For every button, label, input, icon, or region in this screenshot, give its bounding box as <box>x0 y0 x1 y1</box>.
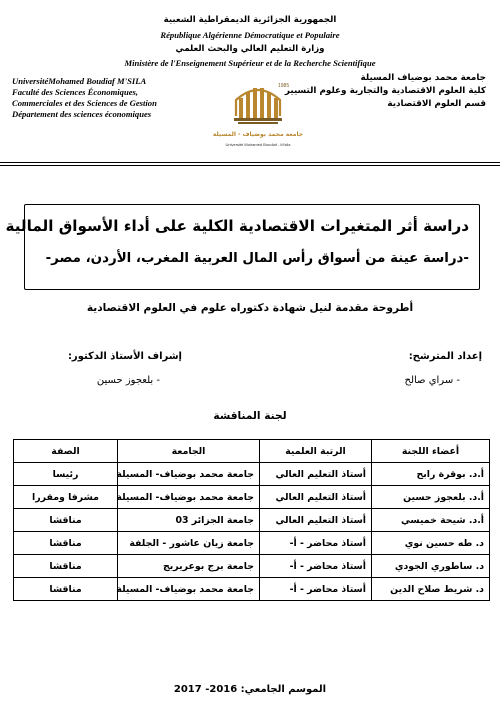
faculty-fr-cont: Commerciales et des Sciences de Gestion <box>12 98 157 108</box>
member-role: مناقشا <box>14 578 118 601</box>
ministry-ar: وزارة التعليم العالي والبحث العلمي <box>175 44 325 54</box>
supervisor-label: إشراف الأستاذ الدكتور: <box>67 351 182 362</box>
table-row <box>14 463 490 486</box>
academic-year: الموسم الجامعي: 2016- 2017 <box>173 684 327 695</box>
thesis-subtitle: -دراسة عينة من أسواق رأس المال العربية المغرب، الأردن، مصر- <box>45 251 469 266</box>
logo-name-fr: Université Mohamed Boudiaf - M'sila <box>225 142 291 147</box>
member-name: د. ساطوري الجودي <box>372 555 490 578</box>
candidate-label: إعداد المترشح: <box>408 351 482 362</box>
committee-table <box>13 439 490 601</box>
thesis-title: دراسة أثر المتغيرات الاقتصادية الكلية على أداء الأسواق المالية <box>5 217 469 235</box>
member-name: أ.د. بلعجوز حسين <box>372 486 490 509</box>
member-rank: أستاذ التعليم العالي <box>260 463 372 486</box>
university-ar: جامعة محمد بوضياف المسيلة <box>360 73 486 83</box>
department-ar: قسم العلوم الاقتصادية <box>387 99 486 109</box>
member-university: جامعة الجزائر 03 <box>118 509 260 532</box>
table-header-row <box>14 440 490 463</box>
faculty-ar: كلية العلوم الاقتصادية والتجارية وعلوم التسيير <box>284 86 486 96</box>
header-rank: الرتبة العلمية <box>260 440 372 463</box>
supervisor-name: - بلعجوز حسين <box>96 375 160 386</box>
member-role: رئيسا <box>14 463 118 486</box>
institution-ar <box>286 72 486 111</box>
member-rank: أستاذ محاضر - أ- <box>260 532 372 555</box>
member-rank: أستاذ محاضر - أ- <box>260 578 372 601</box>
member-university: جامعة محمد بوضياف- المسيلة <box>118 578 260 601</box>
member-name: د. طه حسين نوي <box>372 532 490 555</box>
member-name: د. شريط صلاح الدين <box>372 578 490 601</box>
header-divider <box>0 162 500 163</box>
committee-title: لجنة المناقشة <box>213 410 287 422</box>
republic-fr: République Algérienne Démocratique et Populaire <box>160 30 340 40</box>
ministry-fr: Ministère de l'Enseignement Supérieur et de la Recherche Scientifique <box>124 58 376 68</box>
member-rank: أستاذ التعليم العالي <box>260 486 372 509</box>
institution-fr <box>12 76 217 120</box>
header-divider-2 <box>0 165 500 166</box>
header-role: الصفة <box>14 440 118 463</box>
logo-year: 1985 <box>278 83 290 89</box>
member-university: جامعة محمد بوضياف- المسيلة <box>118 463 260 486</box>
member-role: مشرفا ومقررا <box>14 486 118 509</box>
member-role: مناقشا <box>14 509 118 532</box>
university-logo-icon <box>212 70 304 154</box>
member-role: مناقشا <box>14 555 118 578</box>
member-university: جامعة برج بوعريريج <box>118 555 260 578</box>
member-university: جامعة زيان عاشور - الجلفة <box>118 532 260 555</box>
table-row <box>14 486 490 509</box>
member-name: أ.د. شيحة خميسي <box>372 509 490 532</box>
thesis-title-box <box>5 204 480 290</box>
member-university: جامعة محمد بوضياف- المسيلة <box>118 486 260 509</box>
university-fr: UniversitéMohamed Boudiaf M'SILA <box>12 76 147 86</box>
university-logo <box>212 70 304 154</box>
header-university: الجامعة <box>118 440 260 463</box>
thesis-description: أطروحة مقدمة لنيل شهادة دكتوراه علوم في العلوم الاقتصادية <box>86 302 414 314</box>
member-role: مناقشا <box>14 532 118 555</box>
header-members: أعضاء اللجنة <box>372 440 490 463</box>
table-row <box>14 532 490 555</box>
member-rank: أستاذ التعليم العالي <box>260 509 372 532</box>
member-name: أ.د. بوقرة رابح <box>372 463 490 486</box>
logo-name-ar: جامعة محمد بوضياف - المسيلة <box>212 131 304 138</box>
table-row <box>14 578 490 601</box>
table-row <box>14 509 490 532</box>
republic-ar: الجمهورية الجزائرية الديمقراطية الشعبية <box>163 15 337 25</box>
department-fr: Département des sciences économiques <box>12 109 152 119</box>
member-rank: أستاذ محاضر - أ- <box>260 555 372 578</box>
faculty-fr: Faculté des Sciences Économiques, <box>12 87 139 97</box>
table-row <box>14 555 490 578</box>
candidate-name: - سراي صالح <box>404 375 460 386</box>
